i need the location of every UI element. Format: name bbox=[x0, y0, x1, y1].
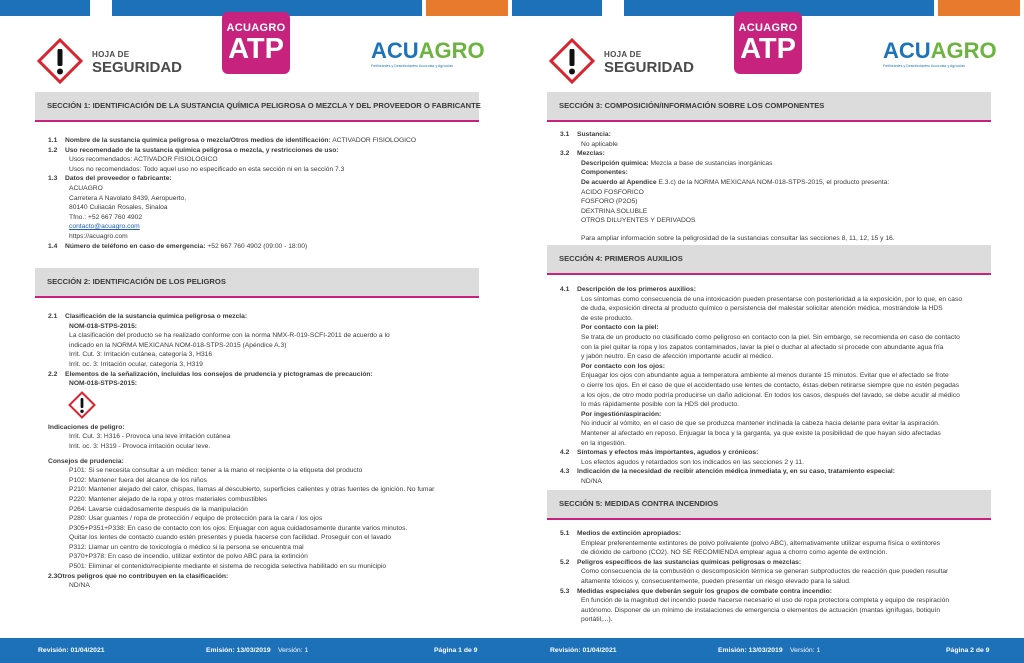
provider-phone: Tfno.: +52 667 760 4902 bbox=[69, 213, 143, 221]
item-number: 2.1 bbox=[48, 313, 58, 320]
component-item: ACIDO FOSFORICO bbox=[581, 188, 644, 196]
provider-website[interactable]: https://acuagro.com bbox=[69, 232, 128, 240]
footer-version: Versión: 1 bbox=[278, 647, 309, 654]
badge-brand: ACUAGRO bbox=[226, 22, 286, 34]
acuagro-logo bbox=[883, 38, 997, 74]
footer-version: Versión: 1 bbox=[790, 647, 821, 654]
badge-brand: ACUAGRO bbox=[738, 22, 798, 34]
section-1-header bbox=[35, 92, 479, 122]
doc-type-label: HOJA DE bbox=[92, 50, 130, 59]
hazard-indications-title: Indicaciones de peligro: bbox=[48, 423, 125, 431]
item-number: 5.1 bbox=[560, 530, 570, 537]
provider-email-link[interactable]: contacto@acuagro.com bbox=[69, 223, 140, 231]
precaution-line: P264: Lavarse cuidadosamente después de la manipulación bbox=[69, 505, 248, 513]
item-number: 4.1 bbox=[560, 286, 570, 293]
text-line: Mantener al afectado en reposo. Enjuagar la boca y la garganta, ya que existe la posibilidad de que hayan sido afectadas bbox=[581, 429, 941, 437]
page-footer bbox=[0, 638, 512, 663]
item-value: No aplicable bbox=[581, 140, 618, 148]
text-line: en la ingestión. bbox=[581, 439, 626, 447]
desc-value: Mezcla a base de sustancias inorgánicas bbox=[648, 159, 773, 167]
section-2-body bbox=[48, 312, 478, 591]
section-5-title: SECCIÓN 5: MEDIDAS CONTRA INCENDIOS bbox=[559, 499, 719, 508]
section-4-body bbox=[560, 285, 990, 486]
logo-text-left: ACU bbox=[883, 38, 931, 63]
component-item: DEXTRINA SOLUBLE bbox=[581, 207, 648, 215]
footer-revision: Revisión: 01/04/2021 bbox=[38, 647, 105, 654]
item-number: 4.2 bbox=[560, 449, 570, 457]
logo-text-right: AGRO bbox=[418, 38, 485, 63]
text-line: Irrit. Cut. 3: Irritación cutánea, categoría 3, H316 bbox=[69, 351, 213, 359]
precautions-title: Consejos de prudencia: bbox=[48, 457, 124, 465]
norm-label: NOM-018-STPS-2015: bbox=[69, 322, 138, 330]
precaution-line: P101: Si se necesita consultar a un médico: tener a la mano el recipiente o la etiqueta del producto bbox=[69, 467, 363, 475]
provider-name: ACUAGRO bbox=[69, 184, 103, 192]
section-5-header bbox=[547, 490, 991, 520]
logo-text-right: AGRO bbox=[930, 38, 997, 63]
desc-label: Descripción química: bbox=[581, 159, 649, 167]
text-line: autónomo. Disponer de un mínimo de instalaciones de emergencia o elementos de actuación (mantas ignífugas, botiquín bbox=[581, 606, 941, 614]
footer-page-number: Página 1 de 9 bbox=[434, 647, 478, 654]
text-line: Irrit. oc. 3: Irritación ocular, categoría 3, H319 bbox=[69, 360, 203, 368]
acuagro-logo bbox=[371, 38, 485, 74]
text-line: de este producto. bbox=[581, 314, 633, 322]
page-footer bbox=[512, 638, 1024, 663]
doc-type-label: HOJA DE bbox=[604, 50, 642, 59]
item-number: 1.4 bbox=[48, 242, 58, 250]
text-line: Los síntomas como consecuencia de una intoxicación pueden presentarse con posterioridad a la exposición, por lo que, en caso bbox=[581, 295, 963, 303]
precaution-line: P305+P351+P338: En caso de contacto con los ojos: Enjuagar con agua cuidadosamente durante varios minutos. bbox=[69, 524, 408, 532]
item-label: Clasificación de la sustancia química peligrosa o mezcla: bbox=[65, 313, 248, 320]
text-line: portátil,...). bbox=[581, 616, 613, 624]
precaution-line: P102: Mantener fuera del alcance de los niños bbox=[69, 476, 207, 484]
hazard-exclamation-icon bbox=[37, 38, 83, 84]
item-number: 1.3 bbox=[48, 175, 58, 183]
other-hazards-value: ND/NA bbox=[69, 582, 90, 590]
item-number: 5.3 bbox=[560, 587, 570, 595]
item-number: 5.2 bbox=[560, 558, 570, 566]
item-number: 4.3 bbox=[560, 468, 570, 476]
item-label: Número de teléfono en caso de emergencia: bbox=[65, 242, 206, 250]
norm-label: NOM-018-STPS-2015: bbox=[69, 380, 138, 388]
item-number: 3.2 bbox=[560, 150, 570, 158]
section-4-title: SECCIÓN 4: PRIMEROS AUXILIOS bbox=[559, 254, 683, 263]
appendix-label: De acuerdo al Apendice bbox=[581, 178, 657, 186]
text-line: En función de la magnitud del incendio puede hacerse necesario el uso de ropa protectora completa y equipo de respiración bbox=[581, 597, 950, 605]
item-value: Los efectos agudos y retardados son los indicados en las secciones 2 y 11. bbox=[581, 458, 804, 466]
section-5-body bbox=[560, 529, 990, 625]
logo-tagline: Fertilizantes y Desinfectantes Acuícolas y Agrícolas bbox=[371, 64, 453, 68]
other-hazards-label: 2.3Otros peligros que no contribuyen en la clasificación: bbox=[48, 572, 229, 580]
exclamation-pictogram-icon bbox=[68, 391, 96, 419]
item-value: ACTIVADOR FISIOLOGICO bbox=[330, 137, 417, 144]
doc-title: SEGURIDAD bbox=[604, 59, 695, 76]
text-line: La clasificación del producto se ha realizado conforme con la norma NMX-R-019-SCFI-2011 de acuerdo a lo bbox=[69, 332, 390, 340]
text-line: Usos recomendados: ACTIVADOR FISIOLOGICO bbox=[69, 156, 218, 164]
section-3-title: SECCIÓN 3: COMPOSICIÓN/INFORMACIÓN SOBRE LOS COMPONENTES bbox=[559, 101, 825, 110]
provider-city: 80140 Culiacán Rosales, Sinaloa bbox=[69, 204, 168, 212]
item-label: Medidas especiales que deberán seguir los grupos de combate contra incendio: bbox=[577, 587, 832, 595]
product-badge bbox=[222, 12, 290, 74]
text-line: Enjuagar los ojos con abundante agua a temperatura ambiente al menos durante 15 minutos. Evitar que el afectado se frote bbox=[581, 372, 949, 380]
section-3-body bbox=[560, 130, 990, 244]
footer-emission: Emisión: 13/03/2019 bbox=[206, 647, 271, 654]
text-line: Como consecuencia de la combustión o descomposición térmica se generan subproductos de reacción que pueden resultar bbox=[581, 568, 949, 576]
hazard-statement: Irrit. Cut. 3: H316 - Provoca una leve irritación cutánea bbox=[69, 433, 231, 441]
item-number: 2.2 bbox=[48, 370, 58, 378]
item-label: Uso recomendado de la sustancia química peligrosa o mezcla, y restricciones de uso: bbox=[65, 146, 339, 154]
precaution-line: P220: Mantener alejado de la ropa y otros materiales combustibles bbox=[69, 495, 268, 503]
more-info-note: Para ampliar información sobre la peligrosidad de la sustancias consultar las secciones 8, 11, 12, 15 y 16. bbox=[581, 234, 895, 242]
item-label: Datos del proveedor o fabricante: bbox=[65, 175, 172, 183]
sds-page-2 bbox=[512, 0, 1024, 663]
hazard-statement: Irrit. oc. 3: H319 - Provoca irritación ocular leve. bbox=[69, 442, 211, 450]
precaution-line: P210: Mantener alejado del calor, chispas, llamas al descubierto, superficies calientes y otras fuentes de ignición. No fumar bbox=[69, 486, 435, 494]
text-line: Se trata de un producto no clasificado como peligroso en contacto con la piel. Sin embargo, se recomienda en caso de contacto bbox=[581, 333, 960, 341]
text-line: o cierre los ojos. En el caso de que el accidentado use lentes de contacto, éstas deben retirarse siempre que no estén pegadas bbox=[581, 381, 960, 389]
item-label: Peligros específicos de las sustancias químicas peligrosas o mezclas: bbox=[577, 558, 802, 566]
appendix-value: E.3.c) de la NORMA MEXICANA NOM-018-STPS-2015, el producto presenta: bbox=[656, 178, 890, 186]
item-label: Mezclas: bbox=[577, 150, 605, 158]
footer-page-number: Página 2 de 9 bbox=[946, 647, 990, 654]
precaution-line: Quitar los lentes de contacto cuando estén presentes y pueda hacerse con facilidad. Proseguir con el lavado bbox=[69, 534, 391, 542]
logo-text-left: ACU bbox=[371, 38, 419, 63]
text-line: Usos no recomendados: Todo aquel uso no especificado en esta sección ni en la sección 7.3 bbox=[69, 165, 345, 173]
skin-contact-title: Por contacto con la piel: bbox=[581, 324, 659, 332]
section-1-body bbox=[48, 136, 478, 251]
section-3-header bbox=[547, 92, 991, 122]
precaution-line: P501: Eliminar el contenido/recipiente mediante el sistema de recogida selectiva habilitado en su municipio bbox=[69, 563, 387, 571]
item-label: Indicación de la necesidad de recibir atención médica inmediata y, en su caso, tratamiento especial: bbox=[577, 468, 896, 476]
precaution-line: P370+P378: En caso de incendio, utilizar extintor de polvo ABC para la extinción bbox=[69, 553, 308, 561]
section-2-title: SECCIÓN 2: IDENTIFICACIÓN DE LOS PELIGROS bbox=[47, 277, 226, 286]
components-label: Componentes: bbox=[581, 169, 628, 177]
text-line: y jabón neutro. En caso de afección importante acudir al médico. bbox=[581, 353, 774, 361]
section-1-title: SECCIÓN 1: IDENTIFICACIÓN DE LA SUSTANCIA QUÍMICA PELIGROSA O MEZCLA Y DEL PROVEEDOR O FABRICANTE bbox=[47, 101, 481, 110]
footer-revision: Revisión: 01/04/2021 bbox=[550, 647, 617, 654]
text-line: lo más rápidamente posible con la HDS del producto. bbox=[581, 401, 739, 409]
precaution-line: P312: Llamar un centro de toxicología o médico si la persona se encuentra mal bbox=[69, 543, 304, 551]
item-label: Medios de extinción apropiados: bbox=[577, 530, 682, 537]
text-line: de duda, exposición directa al producto químico o persistencia del malestar solicitar atención médica, mostrándole la HDS bbox=[581, 305, 943, 313]
text-line: Emplear preferentemente extintores de polvo polivalente (polvo ABC), alternativamente utilizar espuma física o extintores bbox=[581, 539, 941, 547]
item-value: +52 667 760 4902 (09:00 - 18:00) bbox=[205, 242, 308, 250]
text-line: altamente tóxicos y, consecuentemente, pueden presentar un riesgo elevado para la salud. bbox=[581, 577, 851, 585]
pictogram-row bbox=[48, 389, 478, 423]
item-number: 1.2 bbox=[48, 146, 58, 154]
item-number: 1.1 bbox=[48, 137, 58, 144]
text-line: con la piel quitar la ropa y los zapatos contaminados, lavar la piel o duchar al afectado si procede con abundante agua fría bbox=[581, 343, 944, 351]
logo-tagline: Fertilizantes y Desinfectantes Acuícolas y Agrícolas bbox=[883, 64, 965, 68]
provider-address: Carretera A Navolato 8439, Aeropuerto, bbox=[69, 194, 187, 202]
section-2-header bbox=[35, 268, 479, 298]
text-line: No inducir al vómito, en el caso de que se produzca mantener inclinada la cabeza hacia delante para evitar la aspiración. bbox=[581, 420, 940, 428]
eye-contact-title: Por contacto con los ojos: bbox=[581, 362, 665, 370]
hazard-exclamation-icon bbox=[549, 38, 595, 84]
item-value: ND/NA bbox=[581, 477, 602, 485]
item-label: Elementos de la señalización, incluidas los consejos de prudencia y pictogramas de precaución: bbox=[65, 370, 373, 378]
text-line: a los ojos, de otro modo podría producirse un daño adicional. En todos los casos, después del lavado, se debe acudir al médico bbox=[581, 391, 960, 399]
section-4-header bbox=[547, 245, 991, 275]
ingestion-title: Por ingestión/aspiración: bbox=[581, 410, 662, 418]
text-line: de dióxido de carbono (CO2). NO SE RECOMIENDA emplear agua a chorro como agente de extinción. bbox=[581, 549, 888, 557]
component-item: OTROS DILUYENTES Y DERIVADOS bbox=[581, 217, 696, 225]
product-badge bbox=[734, 12, 802, 74]
precaution-line: P280: Usar guantes / ropa de protección / equipo de protección para la cara / los ojos bbox=[69, 515, 323, 523]
doc-title: SEGURIDAD bbox=[92, 59, 183, 76]
footer-emission: Emisión: 13/03/2019 bbox=[718, 647, 783, 654]
item-label: Sustancia: bbox=[577, 131, 611, 138]
item-label: Nombre de la sustancia química peligrosa o mezcla/Otros medios de identificación: bbox=[65, 137, 331, 144]
item-label: Descripción de los primeros auxilios: bbox=[577, 286, 696, 293]
component-item: FOSFORO (P2O5) bbox=[581, 198, 638, 206]
badge-product: ATP bbox=[228, 33, 284, 65]
item-label: Síntomas y efectos más importantes, agudos y crónicos: bbox=[577, 449, 759, 457]
item-number: 3.1 bbox=[560, 131, 570, 138]
text-line: indicado en la NORMA MEXICANA NOM-018-STPS-2015 (Apéndice A.3) bbox=[69, 341, 287, 349]
badge-product: ATP bbox=[740, 33, 796, 65]
